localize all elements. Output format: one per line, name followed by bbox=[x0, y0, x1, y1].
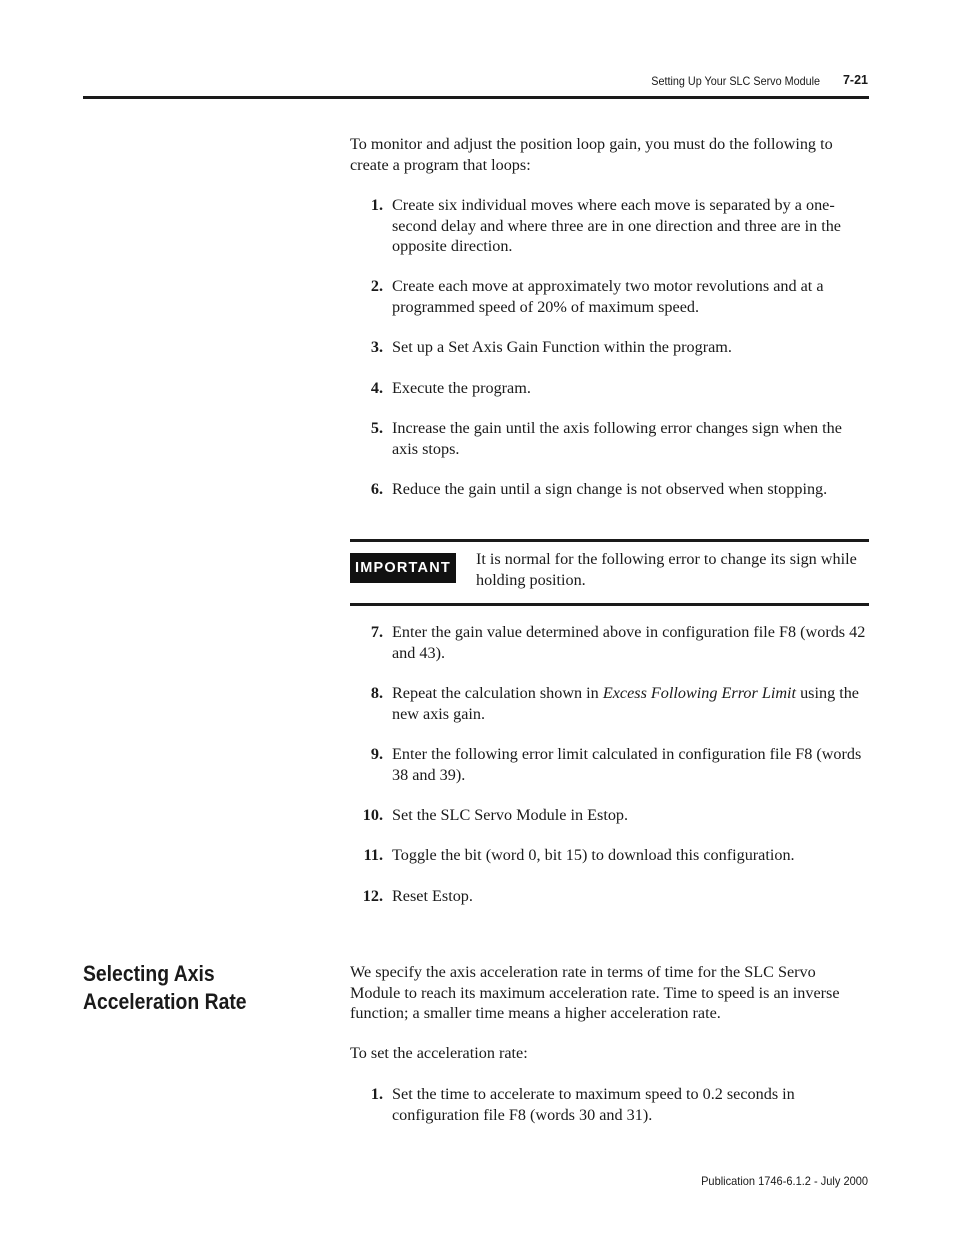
section-lead-in: To set the acceleration rate: bbox=[350, 1044, 528, 1062]
step-text: Create six individual moves where each move is separated by a one-second delay and where three are in one direction and three are in the opposite direction. bbox=[392, 196, 841, 256]
cross-reference-title: Excess Following Error Limit bbox=[602, 684, 797, 702]
step-text: Toggle the bit (word 0, bit 15) to download this configuration. bbox=[392, 846, 795, 864]
header-divider bbox=[83, 96, 869, 99]
step-text bbox=[392, 683, 868, 724]
step-number: 8. bbox=[370, 684, 383, 702]
step-text-start: Repeat the calculation shown in bbox=[392, 684, 603, 702]
step-text: Reset Estop. bbox=[392, 887, 473, 905]
step-number: 1. bbox=[370, 1085, 383, 1103]
important-badge: IMPORTANT bbox=[350, 553, 456, 583]
step-text: Set up a Set Axis Gain Function within the program. bbox=[392, 338, 732, 356]
step-number: 11. bbox=[363, 846, 383, 864]
step-number: 4. bbox=[370, 379, 383, 397]
step-text: Execute the program. bbox=[392, 379, 531, 397]
step-number: 7. bbox=[370, 623, 383, 641]
step-number: 3. bbox=[370, 338, 383, 356]
step-number: 9. bbox=[370, 745, 383, 763]
step-text-end: using the new axis gain. bbox=[392, 684, 859, 723]
publication-footer: Publication 1746-6.1.2 - July 2000 bbox=[701, 1174, 868, 1188]
step-number: 1. bbox=[370, 196, 383, 214]
important-text: It is normal for the following error to change its sign while holding position. bbox=[476, 550, 857, 589]
step-text: Set the SLC Servo Module in Estop. bbox=[392, 806, 629, 824]
step-text: Set the time to accelerate to maximum speed to 0.2 seconds in configuration file F8 (words 30 and 31). bbox=[392, 1085, 795, 1124]
step-text: Increase the gain until the axis following error changes sign when the axis stops. bbox=[392, 419, 842, 458]
step-number: 12. bbox=[362, 887, 383, 905]
step-number: 2. bbox=[370, 277, 383, 295]
page-number: 7-21 bbox=[842, 73, 868, 87]
important-top-rule bbox=[350, 539, 869, 542]
step-number: 5. bbox=[370, 419, 383, 437]
running-header-title: Setting Up Your SLC Servo Module bbox=[651, 74, 820, 88]
step-text: Enter the gain value determined above in configuration file F8 (words 42 and 43). bbox=[392, 623, 866, 662]
step-text: Reduce the gain until a sign change is not observed when stopping. bbox=[392, 480, 828, 498]
intro-paragraph: To monitor and adjust the position loop gain, you must do the following to create a program that loops: bbox=[350, 135, 833, 174]
step-number: 6. bbox=[370, 480, 383, 498]
step-number: 10. bbox=[362, 806, 383, 824]
important-bottom-rule bbox=[350, 603, 869, 606]
section-paragraph: We specify the axis acceleration rate in terms of time for the SLC Servo Module to reach its maximum acceleration rate. Time to speed is an inverse function; a smaller time means a higher acceleration rate. bbox=[350, 963, 840, 1023]
step-text: Create each move at approximately two motor revolutions and at a programmed speed of 20% of maximum speed. bbox=[392, 277, 824, 316]
section-heading: Selecting Axis Acceleration Rate bbox=[83, 961, 247, 1014]
step-text: Enter the following error limit calculated in configuration file F8 (words 38 and 39). bbox=[392, 745, 862, 784]
